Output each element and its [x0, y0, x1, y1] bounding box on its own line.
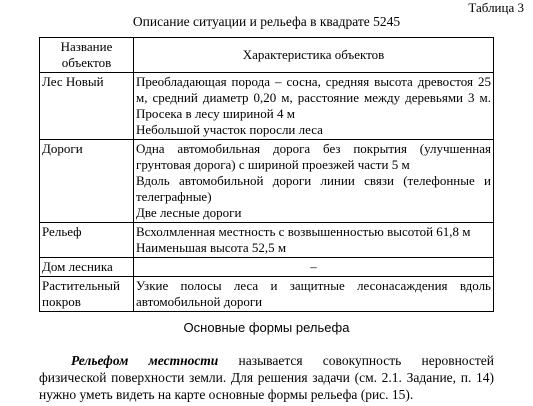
- table-number: Таблица 3: [468, 0, 524, 15]
- description-line: Всхолмленная местность с возвышенностью высотой 61,8 м: [136, 224, 471, 239]
- table-row: [40, 140, 494, 223]
- section-title: Основные формы рельефа: [183, 320, 350, 335]
- row-description: [134, 140, 494, 223]
- description-line: Узкие полосы леса и защитные лесонасаждения вдоль автомобильной дороги: [136, 278, 491, 309]
- row-name: Рельеф: [40, 223, 134, 258]
- row-description: [134, 73, 494, 140]
- table-header-row: [40, 38, 494, 73]
- table-row: [40, 223, 494, 258]
- description-line: Наименьшая высота 52,5 м: [136, 240, 287, 255]
- row-description: [134, 258, 494, 277]
- table-caption: Описание ситуации и рельефа в квадрате 5245: [132, 14, 401, 29]
- header-name: Название объектов: [40, 38, 134, 73]
- row-name: Дороги: [40, 140, 134, 223]
- table-row: [40, 277, 494, 312]
- row-name: Лес Новый: [40, 73, 134, 140]
- paragraph-term: Рельефом местности: [71, 353, 219, 368]
- description-line: Одна автомобильная дорога без покрытия (улучшенная грунтовая дорога) с шириной проезжей части 5 м: [136, 141, 491, 172]
- description-line: Небольшой участок поросли леса: [136, 122, 323, 137]
- description-line: Преобладающая порода – сосна, средняя высота древостоя 25 м, средний диаметр 0,20 м, расстояние между деревьями 3 м. Просека в лесу шириной 4 м: [136, 74, 491, 121]
- paragraph-text: называется совокупность неровностей физической поверхности земли. Для решения задачи (см. 2.1. Задание, п. 14) нужно уметь видеть на карте основные формы рельефа (рис. 15).: [39, 353, 494, 402]
- description-line: Вдоль автомобильной дороги линии связи (телефонные и телеграфные): [136, 173, 491, 204]
- row-name: Растительный покров: [40, 277, 134, 312]
- row-description: [134, 223, 494, 258]
- description-line: –: [310, 259, 317, 274]
- row-description: [134, 277, 494, 312]
- description-line: Две лесные дороги: [136, 205, 242, 220]
- table-row: [40, 73, 494, 140]
- header-characteristic: Характеристика объектов: [134, 38, 494, 73]
- body-paragraph: [39, 352, 494, 403]
- row-name: Дом лесника: [40, 258, 134, 277]
- objects-table: [39, 37, 494, 312]
- table-row: [40, 258, 494, 277]
